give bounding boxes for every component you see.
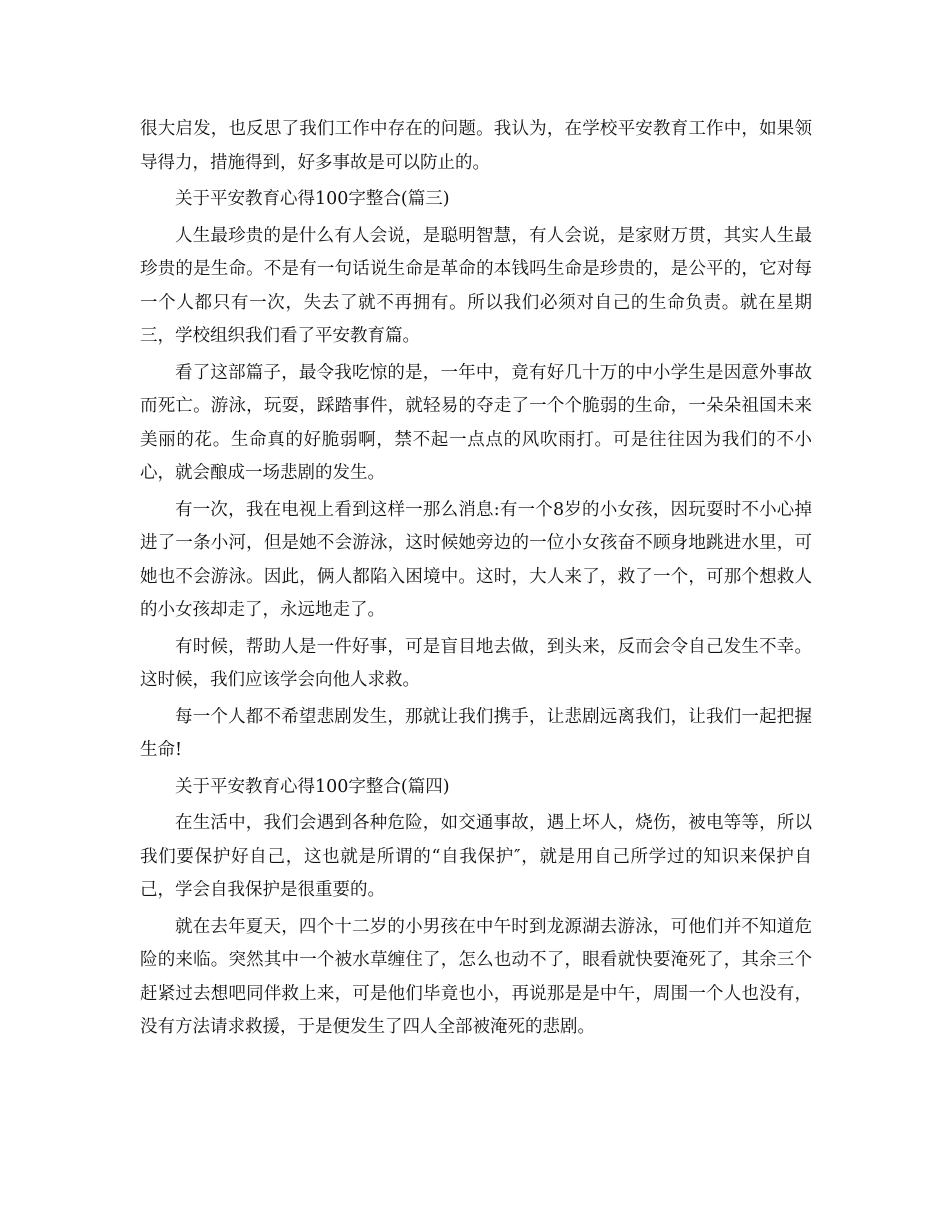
paragraph: 有一次，我在电视上看到这样一那么消息:有一个8岁的小女孩，因玩耍时不小心掉进了一条小河，但是她不会游泳，这时候她旁边的一位小女孩奋不顾身地跳进水里，可她也不会游泳。因此，俩人都陷入困境中。这时，大人来了，救了一个，可那个想救人的小女孩却走了，永远地走了。 <box>140 499 812 620</box>
paragraph-continuation: 很大启发，也反思了我们工作中存在的问题。我认为，在学校平安教育工作中，如果领导得力，措施得到，好多事故是可以防止的。 <box>140 119 812 173</box>
paragraph: 看了这部篇子，最令我吃惊的是，一年中，竟有好几十万的中小学生是因意外事故而死亡。游泳，玩耍，踩踏事件，就轻易的夺走了一个个脆弱的生命，一朵朵祖国未来美丽的花。生命真的好脆弱啊，禁不起一点点的风吹雨打。可是往往因为我们的不小心，就会酿成一场悲剧的发生。 <box>140 362 812 483</box>
paragraph: 就在去年夏天，四个十二岁的小男孩在中午时到龙源湖去游泳，可他们并不知道危险的来临。突然其中一个被水草缠住了，怎么也动不了，眼看就快要淹死了，其余三个赶紧过去想吧同伴救上来，可是他们毕竟也小，再说那是是中午，周围一个人也没有，没有方法请求救援，于是便发生了四人全部被淹死的悲剧。 <box>140 916 812 1037</box>
paragraph: 每一个人都不希望悲剧发生，那就让我们携手，让悲剧远离我们，让我们一起把握生命! <box>140 706 812 760</box>
document-body <box>140 113 812 1048</box>
section-heading-part-3: 关于平安教育心得100字整合(篇三) <box>175 189 450 209</box>
section-heading-part-4: 关于平安教育心得100字整合(篇四) <box>175 776 450 797</box>
paragraph: 有时候，帮助人是一件好事，可是盲目地去做，到头来，反而会令自己发生不幸。这时候，我们应该学会向他人求救。 <box>140 636 812 690</box>
paragraph: 在生活中，我们会遇到各种危险，如交通事故，遇上坏人，烧伤，被电等等，所以我们要保护好自己，这也就是所谓的“自我保护″，就是用自己所学过的知识来保护自己，学会自我保护是很重要的。 <box>140 813 812 900</box>
paragraph: 人生最珍贵的是什么有人会说，是聪明智慧，有人会说，是家财万贯，其实人生最珍贵的是生命。不是有一句话说生命是革命的本钱吗生命是珍贵的，是公平的，它对每一个人都只有一次，失去了就不再拥有。所以我们必须对自己的生命负责。就在星期三，学校组织我们看了平安教育篇。 <box>140 225 812 346</box>
